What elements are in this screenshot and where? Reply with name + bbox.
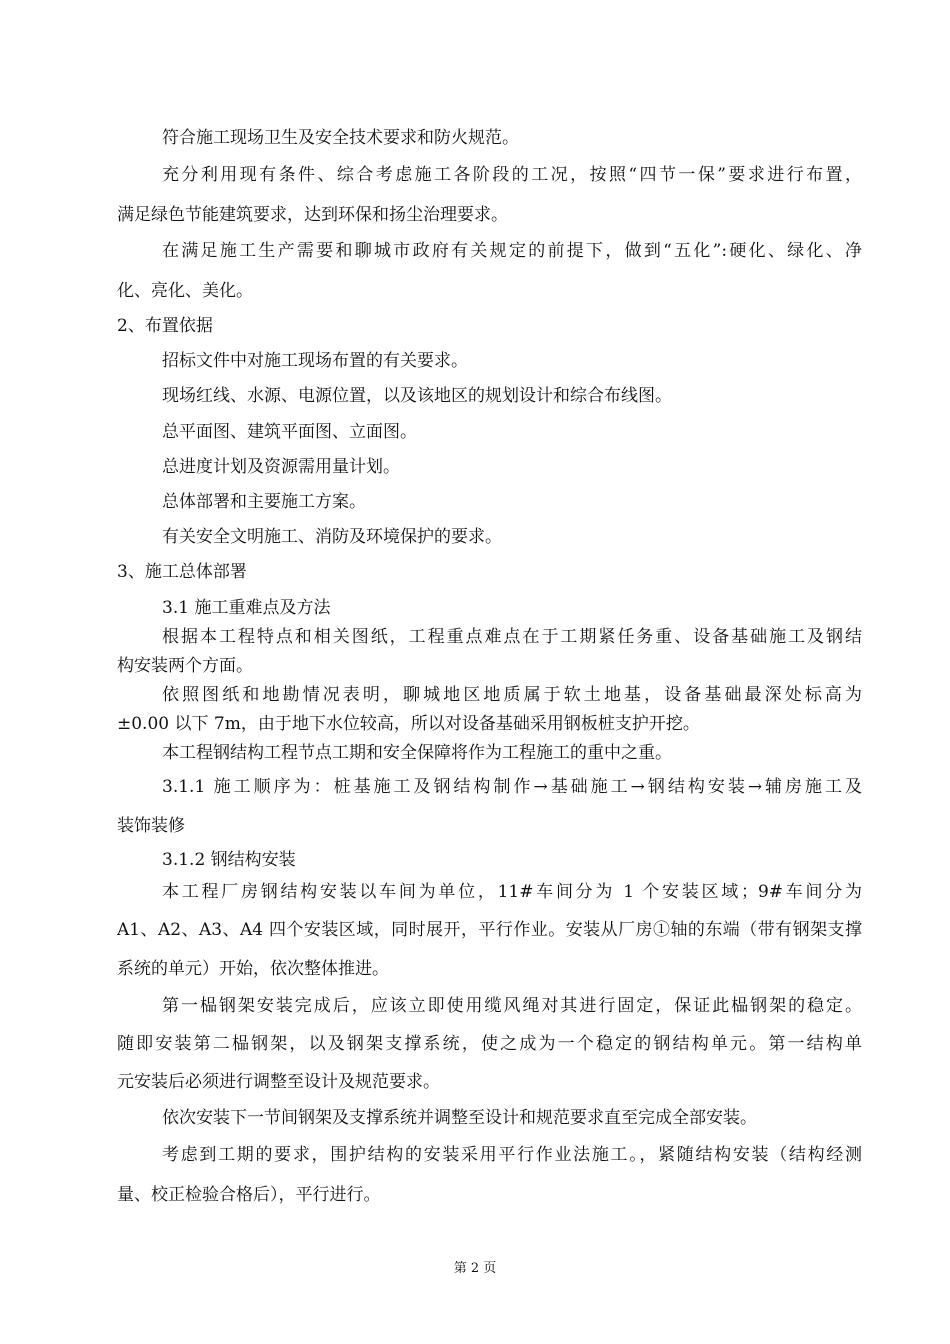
- paragraph-line: 依照图纸和地勘情况表明，聊城地区地质属于软土地基，设备基础最深处标高为: [162, 685, 862, 705]
- paragraph-line: 本工程厂房钢结构安装以车间为单位，11#车间分为 1 个安装区域；9#车间分为: [162, 882, 862, 902]
- page-number: 第 2 页: [453, 1261, 497, 1276]
- list-item: 有关安全文明施工、消防及环境保护的要求。: [162, 527, 502, 547]
- list-item: 现场红线、水源、电源位置，以及该地区的规划设计和综合布线图。: [162, 386, 672, 406]
- paragraph-line: 本工程钢结构工程节点工期和安全保障将作为工程施工的重中之重。: [162, 743, 672, 763]
- paragraph-line: A1、A2、A3、A4 四个安装区域，同时展开，平行作业。安装从厂房①轴的东端（带有钢架支撑: [117, 920, 862, 940]
- paragraph-line: 量、校正检验合格后），平行进行。: [117, 1185, 381, 1205]
- paragraph-line: 考虑到工期的要求，围护结构的安装采用平行作业法施工。，紧随结构安装（结构经测: [162, 1145, 862, 1165]
- paragraph-line: 化、亮化、美化。: [117, 281, 253, 301]
- section-heading: 3、施工总体部署: [117, 562, 247, 582]
- list-item: 总进度计划及资源需用量计划。: [162, 457, 400, 477]
- paragraph-line: 3.1.1 施工顺序为：桩基施工及钢结构制作→基础施工→钢结构安装→辅房施工及: [162, 777, 862, 797]
- list-item: 招标文件中对施工现场布置的有关要求。: [162, 351, 468, 371]
- paragraph-line: 系统的单元）开始，依次整体推进。: [117, 959, 389, 979]
- paragraph-line: 充分利用现有条件、综合考虑施工各阶段的工况，按照“四节一保”要求进行布置，: [162, 165, 862, 185]
- list-item: 总体部署和主要施工方案。: [162, 492, 366, 512]
- subsection-heading: 3.1 施工重难点及方法: [162, 598, 331, 618]
- paragraph-line: 构安装两个方面。: [117, 656, 253, 676]
- subsection-heading: 3.1.2 钢结构安装: [162, 850, 296, 870]
- paragraph-line: 符合施工现场卫生及安全技术要求和防火规范。: [162, 128, 519, 148]
- paragraph-line: 随即安装第二榀钢架，以及钢架支撑系统，使之成为一个稳定的钢结构单元。第一结构单: [117, 1034, 862, 1054]
- paragraph-line: 根据本工程特点和相关图纸，工程重点难点在于工期紧任务重、设备基础施工及钢结: [162, 627, 862, 647]
- section-heading: 2、布置依据: [117, 316, 213, 336]
- paragraph-line: 在满足施工生产需要和聊城市政府有关规定的前提下，做到“五化”:硬化、绿化、净: [162, 241, 862, 261]
- paragraph-line: 第一榀钢架安装完成后，应该立即使用缆风绳对其进行固定，保证此榀钢架的稳定。: [162, 996, 862, 1016]
- paragraph-line: 装饰装修: [117, 816, 185, 836]
- paragraph-line: 元安装后必须进行调整至设计及规范要求。: [117, 1072, 440, 1092]
- paragraph-line: 依次安装下一节间钢架及支撑系统并调整至设计和规范要求直至完成全部安装。: [162, 1108, 757, 1128]
- list-item: 总平面图、建筑平面图、立面图。: [162, 422, 417, 442]
- paragraph-line: ±0.00 以下 7m，由于地下水位较高，所以对设备基础采用钢板桩支护开挖。: [117, 714, 700, 734]
- paragraph-line: 满足绿色节能建筑要求，达到环保和扬尘治理要求。: [117, 205, 508, 225]
